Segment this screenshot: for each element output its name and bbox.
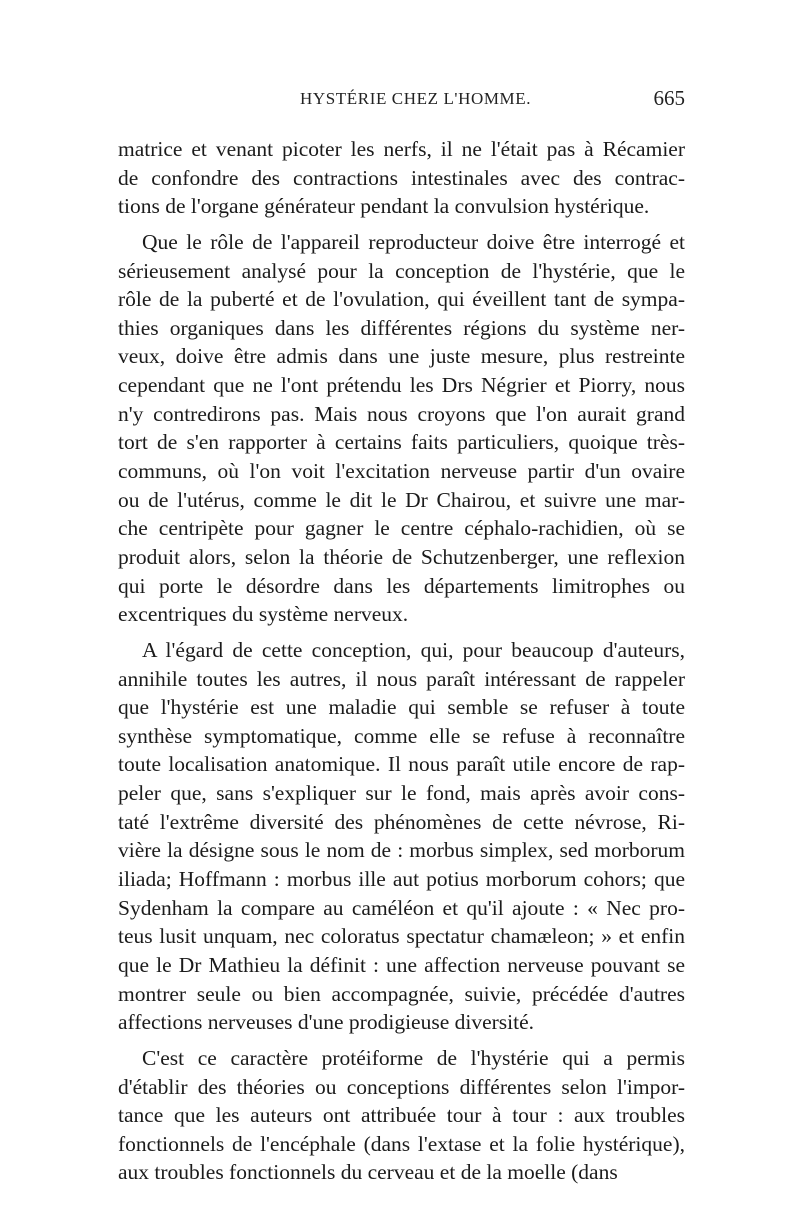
- text-line: Sydenham la compare au caméléon et qu'il ajoute : « Nec pro-: [118, 895, 685, 920]
- text-line: tions de l'organe générateur pendant la convulsion hystérique.: [118, 194, 650, 219]
- paragraph: [118, 228, 685, 629]
- paragraph-gap: [118, 629, 685, 636]
- text-line: cependant que ne l'ont prétendu les Drs Négrier et Piorry, nous: [118, 373, 685, 398]
- text-line: toute localisation anatomique. Il nous paraît utile encore de rap-: [118, 752, 685, 777]
- text-line: communs, où l'on voit l'excitation nerveuse partir d'un ovaire: [118, 459, 685, 484]
- page-number: 665: [653, 86, 685, 110]
- text-line: que l'hystérie est une maladie qui semble se refuser à toute: [118, 695, 685, 720]
- text-line: tort de s'en rapporter à certains faits particuliers, quoique très-: [118, 430, 685, 455]
- running-title: HYSTÉRIE CHEZ L'HOMME.: [300, 89, 532, 108]
- body-text: [118, 135, 685, 1187]
- text-line: che centripète pour gagner le centre céphalo-rachidien, où se: [118, 516, 685, 541]
- text-line: Que le rôle de l'appareil reproducteur doive être interrogé et: [142, 229, 685, 254]
- text-line: annihile toutes les autres, il nous paraît intéressant de rappeler: [118, 666, 685, 691]
- text-line: sérieusement analysé pour la conception de l'hystérie, que le: [118, 258, 685, 283]
- text-line: n'y contredirons pas. Mais nous croyons que l'on aurait grand: [118, 401, 685, 426]
- text-line: excentriques du système nerveux.: [118, 602, 409, 627]
- text-line: synthèse symptomatique, comme elle se refuse à reconnaître: [118, 723, 685, 748]
- text-line: ou de l'utérus, comme le dit le Dr Chairou, et suivre une mar-: [118, 487, 685, 512]
- text-line: tance que les auteurs ont attribuée tour à tour : aux troubles: [118, 1103, 685, 1128]
- text-line: taté l'extrême diversité des phénomènes de cette névrose, Ri-: [118, 809, 685, 834]
- paragraph-gap: [118, 221, 685, 228]
- text-line: iliada; Hoffmann : morbus ille aut potius morborum cohors; que: [118, 867, 685, 892]
- text-line: peler que, sans s'expliquer sur le fond, mais après avoir cons-: [118, 781, 685, 806]
- text-line: aux troubles fonctionnels du cerveau et de la moelle (dans: [118, 1160, 618, 1185]
- text-line: que le Dr Mathieu la définit : une affection nerveuse pouvant se: [118, 952, 685, 977]
- text-line: matrice et venant picoter les nerfs, il ne l'était pas à Récamier: [118, 137, 685, 161]
- text-line: d'établir des théories ou conceptions différentes selon l'impor-: [118, 1074, 685, 1099]
- text-line: rôle de la puberté et de l'ovulation, qui éveillent tant de sympa-: [118, 287, 685, 312]
- text-line: affections nerveuses d'une prodigieuse diversité.: [118, 1010, 535, 1035]
- text-line: produit alors, selon la théorie de Schutzenberger, une reflexion: [118, 544, 685, 569]
- paragraph: [118, 1044, 685, 1187]
- text-line: C'est ce caractère protéiforme de l'hystérie qui a permis: [142, 1045, 685, 1070]
- paragraph-gap: [118, 1037, 685, 1044]
- text-line: A l'égard de cette conception, qui, pour beaucoup d'auteurs,: [142, 637, 685, 662]
- text-line: veux, doive être admis dans une juste mesure, plus restreinte: [118, 344, 685, 369]
- text-line: montrer seule ou bien accompagnée, suivie, précédée d'autres: [118, 981, 685, 1006]
- text-line: teus lusit unquam, nec coloratus spectatur chamæleon; » et enfin: [118, 924, 685, 949]
- text-line: fonctionnels de l'encéphale (dans l'extase et la folie hystérique),: [118, 1131, 685, 1156]
- page-header: [118, 86, 685, 113]
- text-line: de confondre des contractions intestinales avec des contrac-: [118, 165, 685, 190]
- paragraph: [118, 135, 685, 221]
- paragraph: [118, 636, 685, 1037]
- text-line: vière la désigne sous le nom de : morbus simplex, sed morborum: [118, 838, 685, 863]
- text-line: thies organiques dans les différentes régions du système ner-: [118, 315, 685, 340]
- text-line: qui porte le désordre dans les départements limitrophes ou: [118, 573, 685, 598]
